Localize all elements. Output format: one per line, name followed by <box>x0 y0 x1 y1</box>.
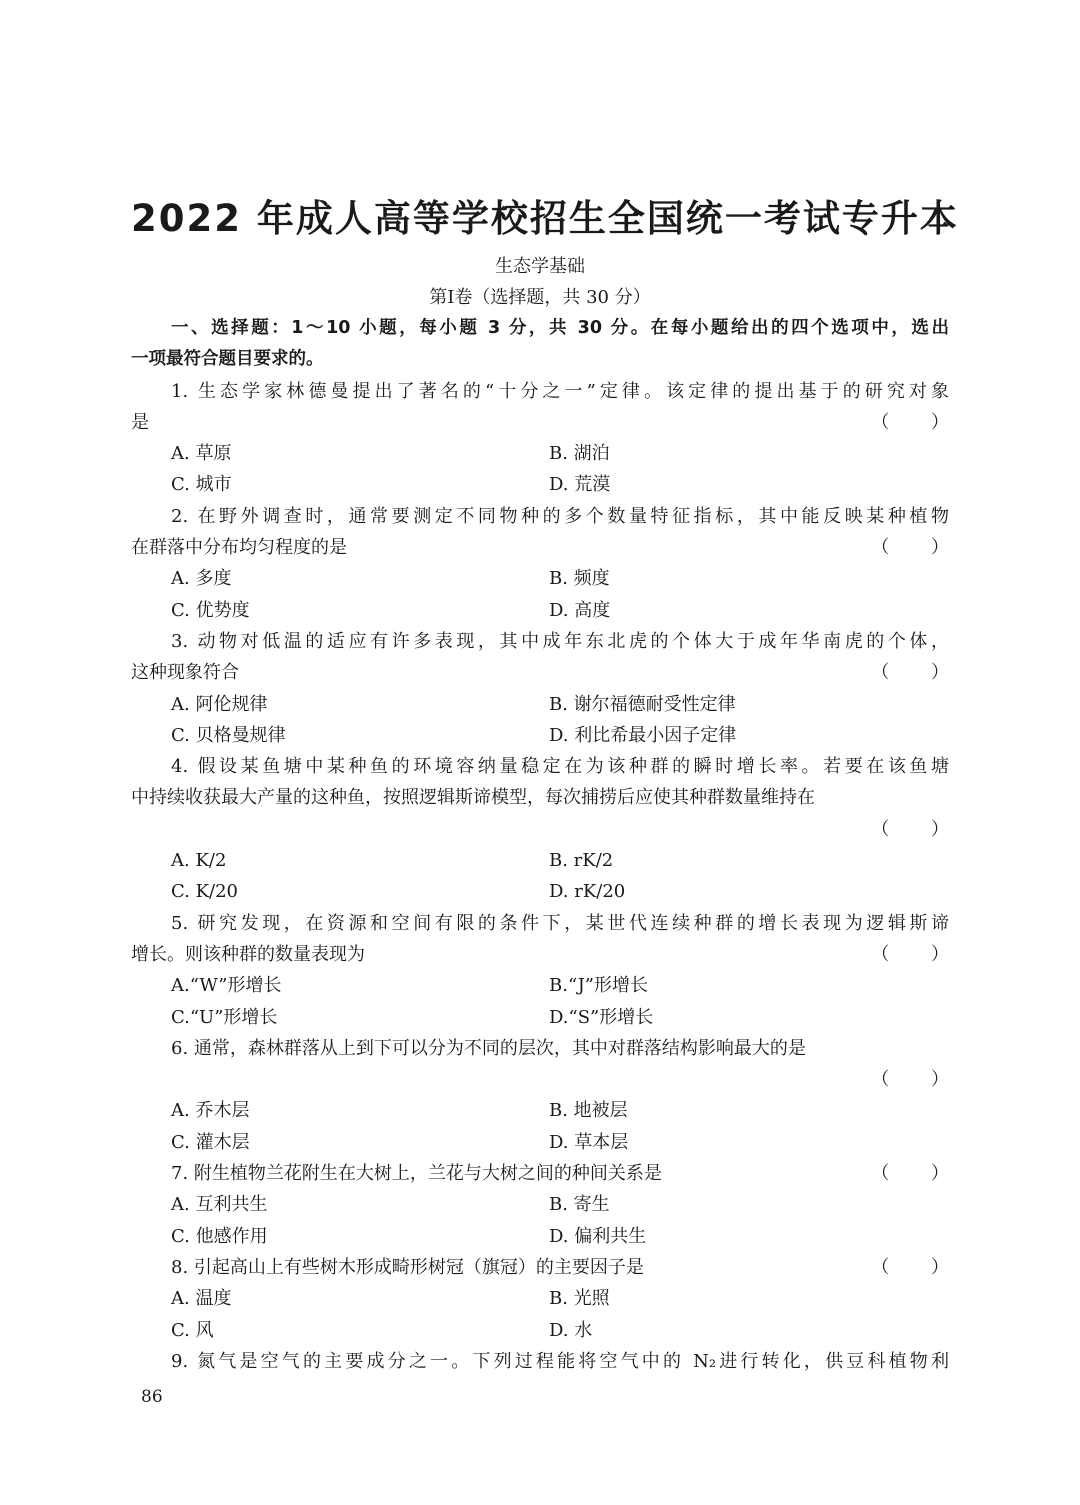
question-8-options-row-1 <box>131 1283 949 1314</box>
question-2-stem-end: 在群落中分布均匀程度的是 <box>131 537 347 559</box>
option-d: D. 荒漠 <box>549 474 611 496</box>
question-4-options-row-2 <box>131 876 949 907</box>
question-4-line-1: 4. 假设某鱼塘中某种鱼的环境容纳量稳定在为该种群的瞬时增长率。若要在该鱼塘 <box>171 756 949 778</box>
question-5-line-1: 5. 研究发现，在资源和空间有限的条件下，某世代连续种群的增长表现为逻辑斯谛 <box>171 912 949 934</box>
option-c: C. 灌木层 <box>171 1131 250 1153</box>
option-a: A. 乔木层 <box>171 1100 250 1122</box>
option-a: A.“W”形增长 <box>171 975 282 997</box>
question-8-options-row-2 <box>131 1315 949 1346</box>
question-6-answer-line <box>131 1064 967 1095</box>
answer-blank: （ ） <box>871 411 967 433</box>
question-5-options-row-1 <box>131 970 949 1001</box>
question-7-stem: 7. 附生植物兰花附生在大树上，兰花与大树之间的种间关系是 <box>171 1163 662 1185</box>
answer-blank: （ ） <box>871 1069 967 1091</box>
option-d: D. 草本层 <box>549 1131 629 1153</box>
option-b: B. 谢尔福德耐受性定律 <box>549 693 736 715</box>
option-c: C. K/20 <box>171 881 238 903</box>
answer-blank: （ ） <box>871 818 967 840</box>
question-7-line-1 <box>131 1158 967 1189</box>
question-6-options-row-1 <box>131 1095 949 1126</box>
option-c: C. 他感作用 <box>171 1225 268 1247</box>
answer-blank: （ ） <box>871 943 967 965</box>
section-instruction-line-1: 一、选择题：1～10 小题，每小题 3 分，共 30 分。在每小题给出的四个选项中，选出 <box>171 318 949 338</box>
subject-name: 生态学基础 <box>495 256 585 277</box>
question-4-answer-line <box>131 814 967 845</box>
option-b: B. 寄生 <box>549 1194 610 1216</box>
option-b: B. 地被层 <box>549 1100 628 1122</box>
question-7-options-row-1 <box>131 1189 949 1220</box>
answer-blank: （ ） <box>871 1256 967 1278</box>
option-a: A. 温度 <box>171 1288 232 1310</box>
answer-blank: （ ） <box>871 537 967 559</box>
question-6-options-row-2 <box>131 1127 949 1158</box>
option-a: A. 草原 <box>171 443 232 465</box>
option-b: B. 湖泊 <box>549 443 610 465</box>
option-a: A. 阿伦规律 <box>171 693 268 715</box>
question-9-line-1: 9. 氮气是空气的主要成分之一。下列过程能将空气中的 N₂进行转化，供豆科植物利 <box>171 1350 949 1372</box>
option-d: D. 水 <box>549 1319 593 1341</box>
question-2-line-2 <box>131 532 967 563</box>
option-c: C. 贝格曼规律 <box>171 724 286 746</box>
option-b: B. rK/2 <box>549 850 614 872</box>
option-a: A. K/2 <box>171 850 227 872</box>
question-3-options-row-1 <box>131 689 949 720</box>
option-b: B. 光照 <box>549 1288 610 1310</box>
question-7-options-row-2 <box>131 1221 949 1252</box>
question-3-line-2 <box>131 657 967 688</box>
question-body <box>131 313 967 1377</box>
question-5-line-2 <box>131 939 967 970</box>
question-8-stem: 8. 引起高山上有些树木形成畸形树冠（旗冠）的主要因子是 <box>171 1256 644 1278</box>
section-instruction-line-2: 一项最符合题目要求的。 <box>131 349 324 370</box>
option-a: A. 多度 <box>171 568 232 590</box>
question-8-line-1 <box>131 1252 967 1283</box>
option-c: C.“U”形增长 <box>171 1006 278 1028</box>
question-2-options-row-1 <box>131 563 949 594</box>
page-number: 86 <box>141 1387 163 1407</box>
question-1-line-1: 1. 生态学家林德曼提出了著名的“十分之一”定律。该定律的提出基于的研究对象 <box>171 380 949 402</box>
question-1-options-row-2 <box>131 469 949 500</box>
option-d: D. rK/20 <box>549 881 626 903</box>
question-6-line-1: 6. 通常，森林群落从上到下可以分为不同的层次，其中对群落结构影响最大的是 <box>171 1037 806 1059</box>
option-c: C. 优势度 <box>171 599 250 621</box>
option-d: D. 偏利共生 <box>549 1225 647 1247</box>
question-3-options-row-2 <box>131 720 949 751</box>
option-b: B. 频度 <box>549 568 610 590</box>
exam-title: 2022 年成人高等学校招生全国统一考试专升本 <box>131 197 959 240</box>
question-5-options-row-2 <box>131 1002 949 1033</box>
part-heading: 第Ⅰ卷（选择题，共 30 分） <box>429 287 651 308</box>
question-3-stem-end: 这种现象符合 <box>131 662 239 684</box>
question-5-stem-end: 增长。则该种群的数量表现为 <box>131 943 365 965</box>
answer-blank: （ ） <box>871 1163 967 1185</box>
option-a: A. 互利共生 <box>171 1194 268 1216</box>
question-2-line-1: 2. 在野外调查时，通常要测定不同物种的多个数量特征指标，其中能反映某种植物 <box>171 505 949 527</box>
question-2-options-row-2 <box>131 595 949 626</box>
option-b: B.“J”形增长 <box>549 975 648 997</box>
question-4-options-row-1 <box>131 845 949 876</box>
option-d: D.“S”形增长 <box>549 1006 654 1028</box>
question-4-line-2: 中持续收获最大产量的这种鱼，按照逻辑斯谛模型，每次捕捞后应使其种群数量维持在 <box>131 787 815 809</box>
answer-blank: （ ） <box>871 662 967 684</box>
option-c: C. 风 <box>171 1319 214 1341</box>
question-1-line-2 <box>131 407 967 438</box>
question-1-stem-end: 是 <box>131 411 149 433</box>
option-c: C. 城市 <box>171 474 232 496</box>
question-1-options-row-1 <box>131 438 949 469</box>
option-d: D. 高度 <box>549 599 611 621</box>
question-3-line-1: 3. 动物对低温的适应有许多表现，其中成年东北虎的个体大于成年华南虎的个体， <box>171 630 949 652</box>
option-d: D. 利比希最小因子定律 <box>549 724 737 746</box>
